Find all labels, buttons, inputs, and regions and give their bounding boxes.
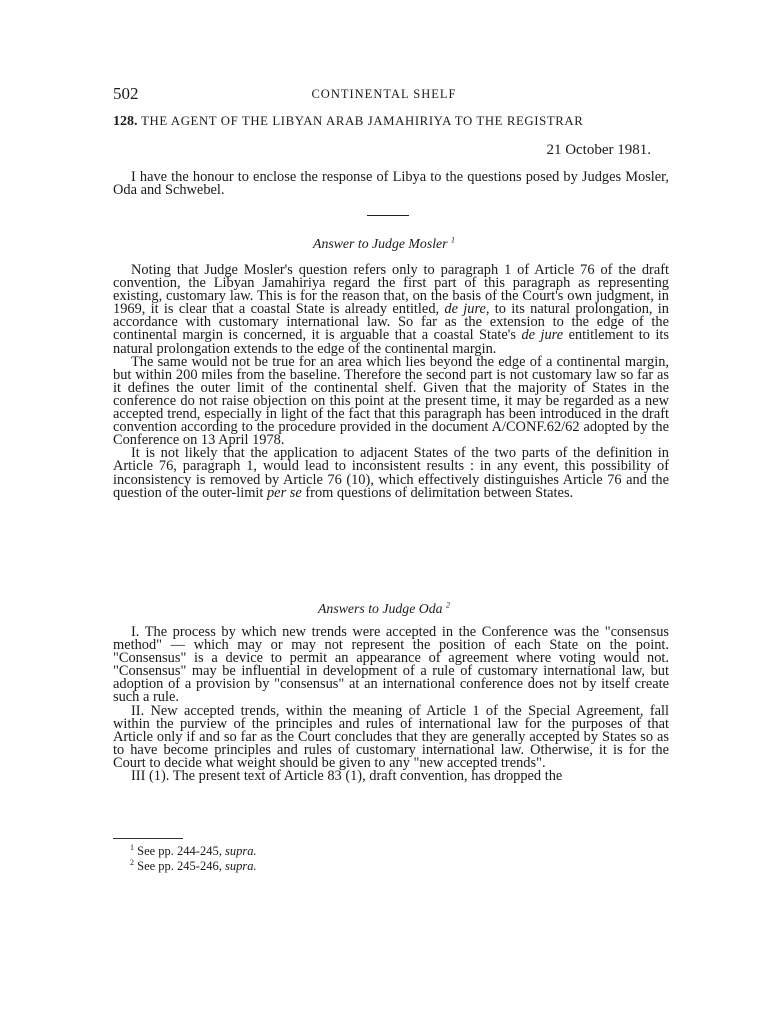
footnote-text: See pp. 244-245, (137, 844, 225, 858)
section-title-mosler (0, 236, 768, 252)
footnote-ref-word: supra. (224, 844, 257, 858)
footnote-divider (113, 838, 183, 839)
running-head: CONTINENTAL SHELF (311, 87, 457, 101)
footnote (130, 844, 257, 859)
section-body-mosler (113, 264, 669, 500)
section-body-oda (113, 626, 669, 783)
footnote-ref-word: supra. (224, 859, 257, 873)
section-divider (367, 215, 409, 216)
footnote-ref: 1 (450, 235, 455, 245)
footnote-text: See pp. 245-246, (137, 859, 225, 873)
footnote-ref: 2 (446, 600, 450, 610)
page-number: 502 (113, 84, 139, 103)
intro-paragraph (113, 171, 669, 197)
intro-text: I have the honour to enclose the response of Libya to the questions posed by Judges Mosler, Oda and Schwebel. (113, 169, 669, 199)
paragraph: III (1). The present text of Article 83 (1), draft convention, has dropped the (131, 768, 563, 785)
footnote (130, 859, 257, 874)
paragraph: It is not likely that the application to adjacent States of the two parts of the definition in Article 76, paragraph 1, would lead to inconsistent results : in any event, this possibility of inconsistency is removed by Article 76 (10), which effectively distinguishes Article 76 and the question of the outer-limit per se from questions of delimitation between States. (113, 445, 669, 501)
document-number: 128. (113, 114, 138, 129)
footnotes (130, 844, 257, 874)
letter-date: 21 October 1981. (546, 142, 651, 158)
paragraph: The same would not be true for an area which lies beyond the edge of a continental margin, but within 200 miles from the baseline. Therefore the second part is not customary law so far as it defines the outer limit of the continental shelf. Given that the majority of States in the conference do not raise objection on this point at the present time, it may be regarded as a new accepted trend, especially in light of the fact that this paragraph has been introduced in the draft convention according to the procedure provided in the document A/CONF.62/62 adopted by the Conference on 13 April 1978. (113, 353, 669, 449)
footnote-mark: 1 (130, 842, 134, 852)
section-title-text: Answers to Judge Oda (318, 601, 443, 616)
paragraph: II. New accepted trends, within the meaning of Article 1 of the Special Agreement, fall within the purview of the principles and rules of international law for the purposes of that Article only if and so far as the Court concludes that they are generally accepted by States so as to have become principles and rules of customary international law. Otherwise, it is for the Court to decide what weight should be given to any "new accepted trends". (113, 702, 669, 771)
paragraph: I. The process by which new trends were accepted in the Conference was the "consensus method" — which may or may not represent the position of each State on the point. "Consensus" is a device to permit an appearance of agreement where voting would not. "Consensus" may be influential in development of a rule of customary international law, but adoption of a provision by "consensus" at an international conference does not by itself create such a rule. (113, 624, 669, 706)
document-title: THE AGENT OF THE LIBYAN ARAB JAMAHIRIYA TO THE REGISTRAR (141, 114, 584, 128)
paragraph: Noting that Judge Mosler's question refers only to paragraph 1 of Article 76 of the draft convention, the Libyan Jamahiriya regard the first part of this paragraph as representing existing, customary law. This is for the reason that, on the basis of the Court's own judgment, in 1969, it is clear that a coastal State is already entitled, de jure, to its natural prolongation, in accordance with customary international law. So far as the extension to the edge of the continental margin is concerned, it is arguable that a coastal State's de jure entitlement to its natural prolongation extends to the edge of the continental margin. (113, 262, 670, 357)
section-title-oda (0, 601, 768, 617)
section-title-text: Answer to Judge Mosler (313, 236, 448, 251)
footnote-mark: 2 (130, 857, 134, 867)
document-heading (113, 114, 668, 130)
